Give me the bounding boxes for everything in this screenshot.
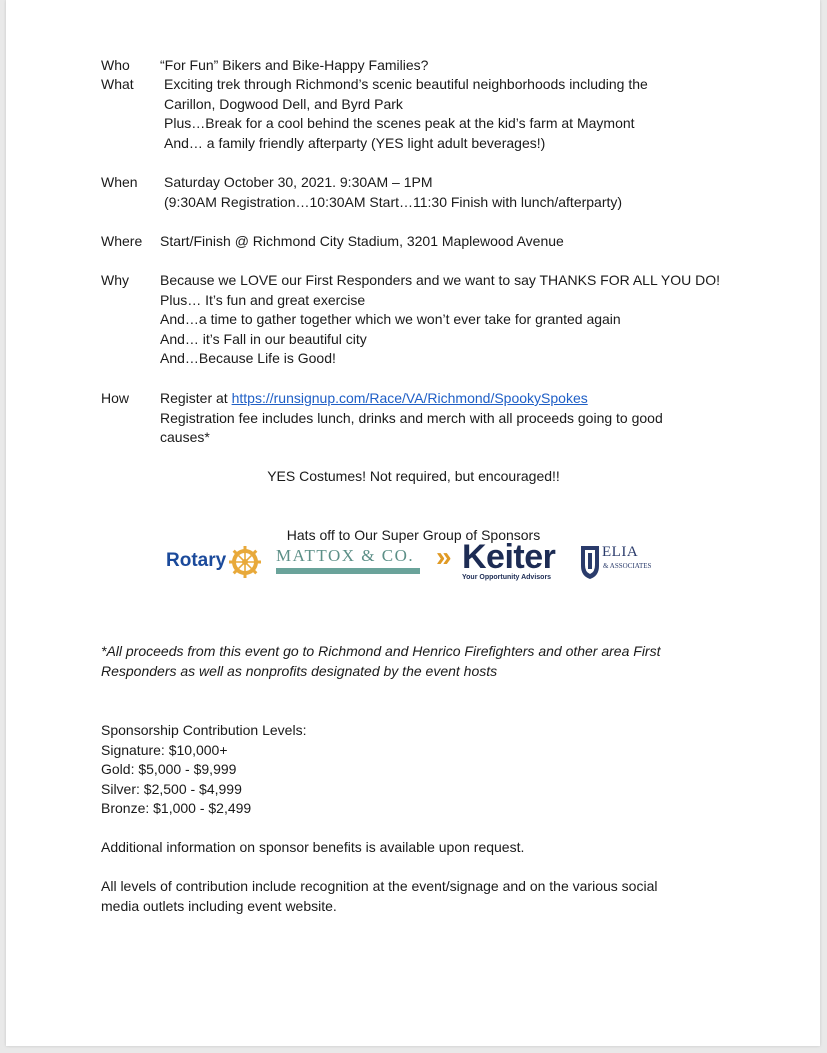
what-text: [164, 75, 648, 153]
where-label: Where: [101, 233, 143, 249]
level-item: Bronze: $1,000 - $2,499: [101, 800, 252, 816]
what-line: Plus…Break for a cool behind the scenes peak at the kid’s farm at Maymont: [164, 115, 635, 131]
why-line: Plus… It’s fun and great exercise: [160, 291, 366, 308]
when-label: When: [101, 174, 138, 190]
elia-shield-icon: [580, 544, 600, 580]
when-line: Saturday October 30, 2021. 9:30AM – 1PM: [164, 174, 433, 190]
sponsors-heading: Hats off to Our Super Group of Sponsors: [286, 527, 541, 543]
mattox-logo-bar: [276, 568, 420, 574]
additional-info: Additional information on sponsor benefits is available upon request.: [101, 839, 525, 855]
keiter-tagline: Your Opportunity Advisors: [462, 574, 552, 581]
recognition-line: All levels of contribution include recognition at the event/signage and on the various social: [101, 878, 658, 894]
sponsorship-levels: [101, 721, 306, 819]
who-label: Who: [101, 57, 130, 73]
level-item: Signature: $10,000+: [101, 741, 228, 758]
proceeds-line: *All proceeds from this event go to Richmond and Henrico Firefighters and other area First: [101, 643, 661, 659]
how-line: causes*: [160, 429, 210, 445]
how-label: How: [101, 390, 130, 406]
elia-logo-text: ELIA: [602, 544, 639, 560]
when-line: (9:30AM Registration…10:30AM Start…11:30 Finish with lunch/afterparty): [164, 193, 623, 210]
why-line: And…Because Life is Good!: [160, 350, 336, 366]
what-line: Carillon, Dogwood Dell, and Byrd Park: [164, 95, 403, 112]
level-item: Gold: $5,000 - $9,999: [101, 761, 237, 777]
costumes-note: YES Costumes! Not required, but encouraged!!: [267, 468, 560, 484]
rotary-wheel-icon: [228, 545, 262, 579]
what-line: Exciting trek through Richmond’s scenic beautiful neighborhoods including the: [164, 76, 648, 92]
why-line: Because we LOVE our First Responders and we want to say THANKS FOR ALL YOU DO!: [160, 272, 720, 288]
why-label: Why: [101, 272, 129, 288]
keiter-arrow-icon: »: [436, 541, 446, 572]
how-line: Registration fee includes lunch, drinks and merch with all proceeds going to good: [160, 409, 663, 426]
who-text: “For Fun” Bikers and Bike-Happy Families?: [160, 57, 429, 73]
proceeds-note: [101, 642, 661, 681]
what-line: And… a family friendly afterparty (YES light adult beverages!): [164, 134, 546, 151]
keiter-logo-text: Keiter: [462, 538, 556, 576]
why-line: And…a time to gather together which we won’t ever take for granted again: [160, 311, 621, 327]
recognition-line: media outlets including event website.: [101, 897, 337, 914]
rotary-logo-text: Rotary: [166, 550, 227, 571]
when-text: [164, 173, 622, 212]
what-label: What: [101, 76, 134, 92]
level-item: Silver: $2,500 - $4,999: [101, 780, 242, 797]
register-prefix: Register at: [160, 390, 232, 406]
recognition-note: [101, 877, 657, 916]
mattox-logo-text: MATTOX & CO.: [276, 546, 415, 565]
levels-heading: Sponsorship Contribution Levels:: [101, 722, 307, 738]
proceeds-line: Responders as well as nonprofits designated by the event hosts: [101, 662, 498, 679]
register-line: [160, 389, 663, 409]
why-line: And… it’s Fall in our beautiful city: [160, 330, 367, 347]
registration-link[interactable]: https://runsignup.com/Race/VA/Richmond/SpookySpokes: [231, 390, 588, 406]
elia-logo-subtext: & ASSOCIATES: [603, 562, 652, 570]
how-text: [160, 389, 663, 448]
where-text: Start/Finish @ Richmond City Stadium, 3201 Maplewood Avenue: [160, 233, 564, 249]
why-text: [160, 271, 720, 369]
